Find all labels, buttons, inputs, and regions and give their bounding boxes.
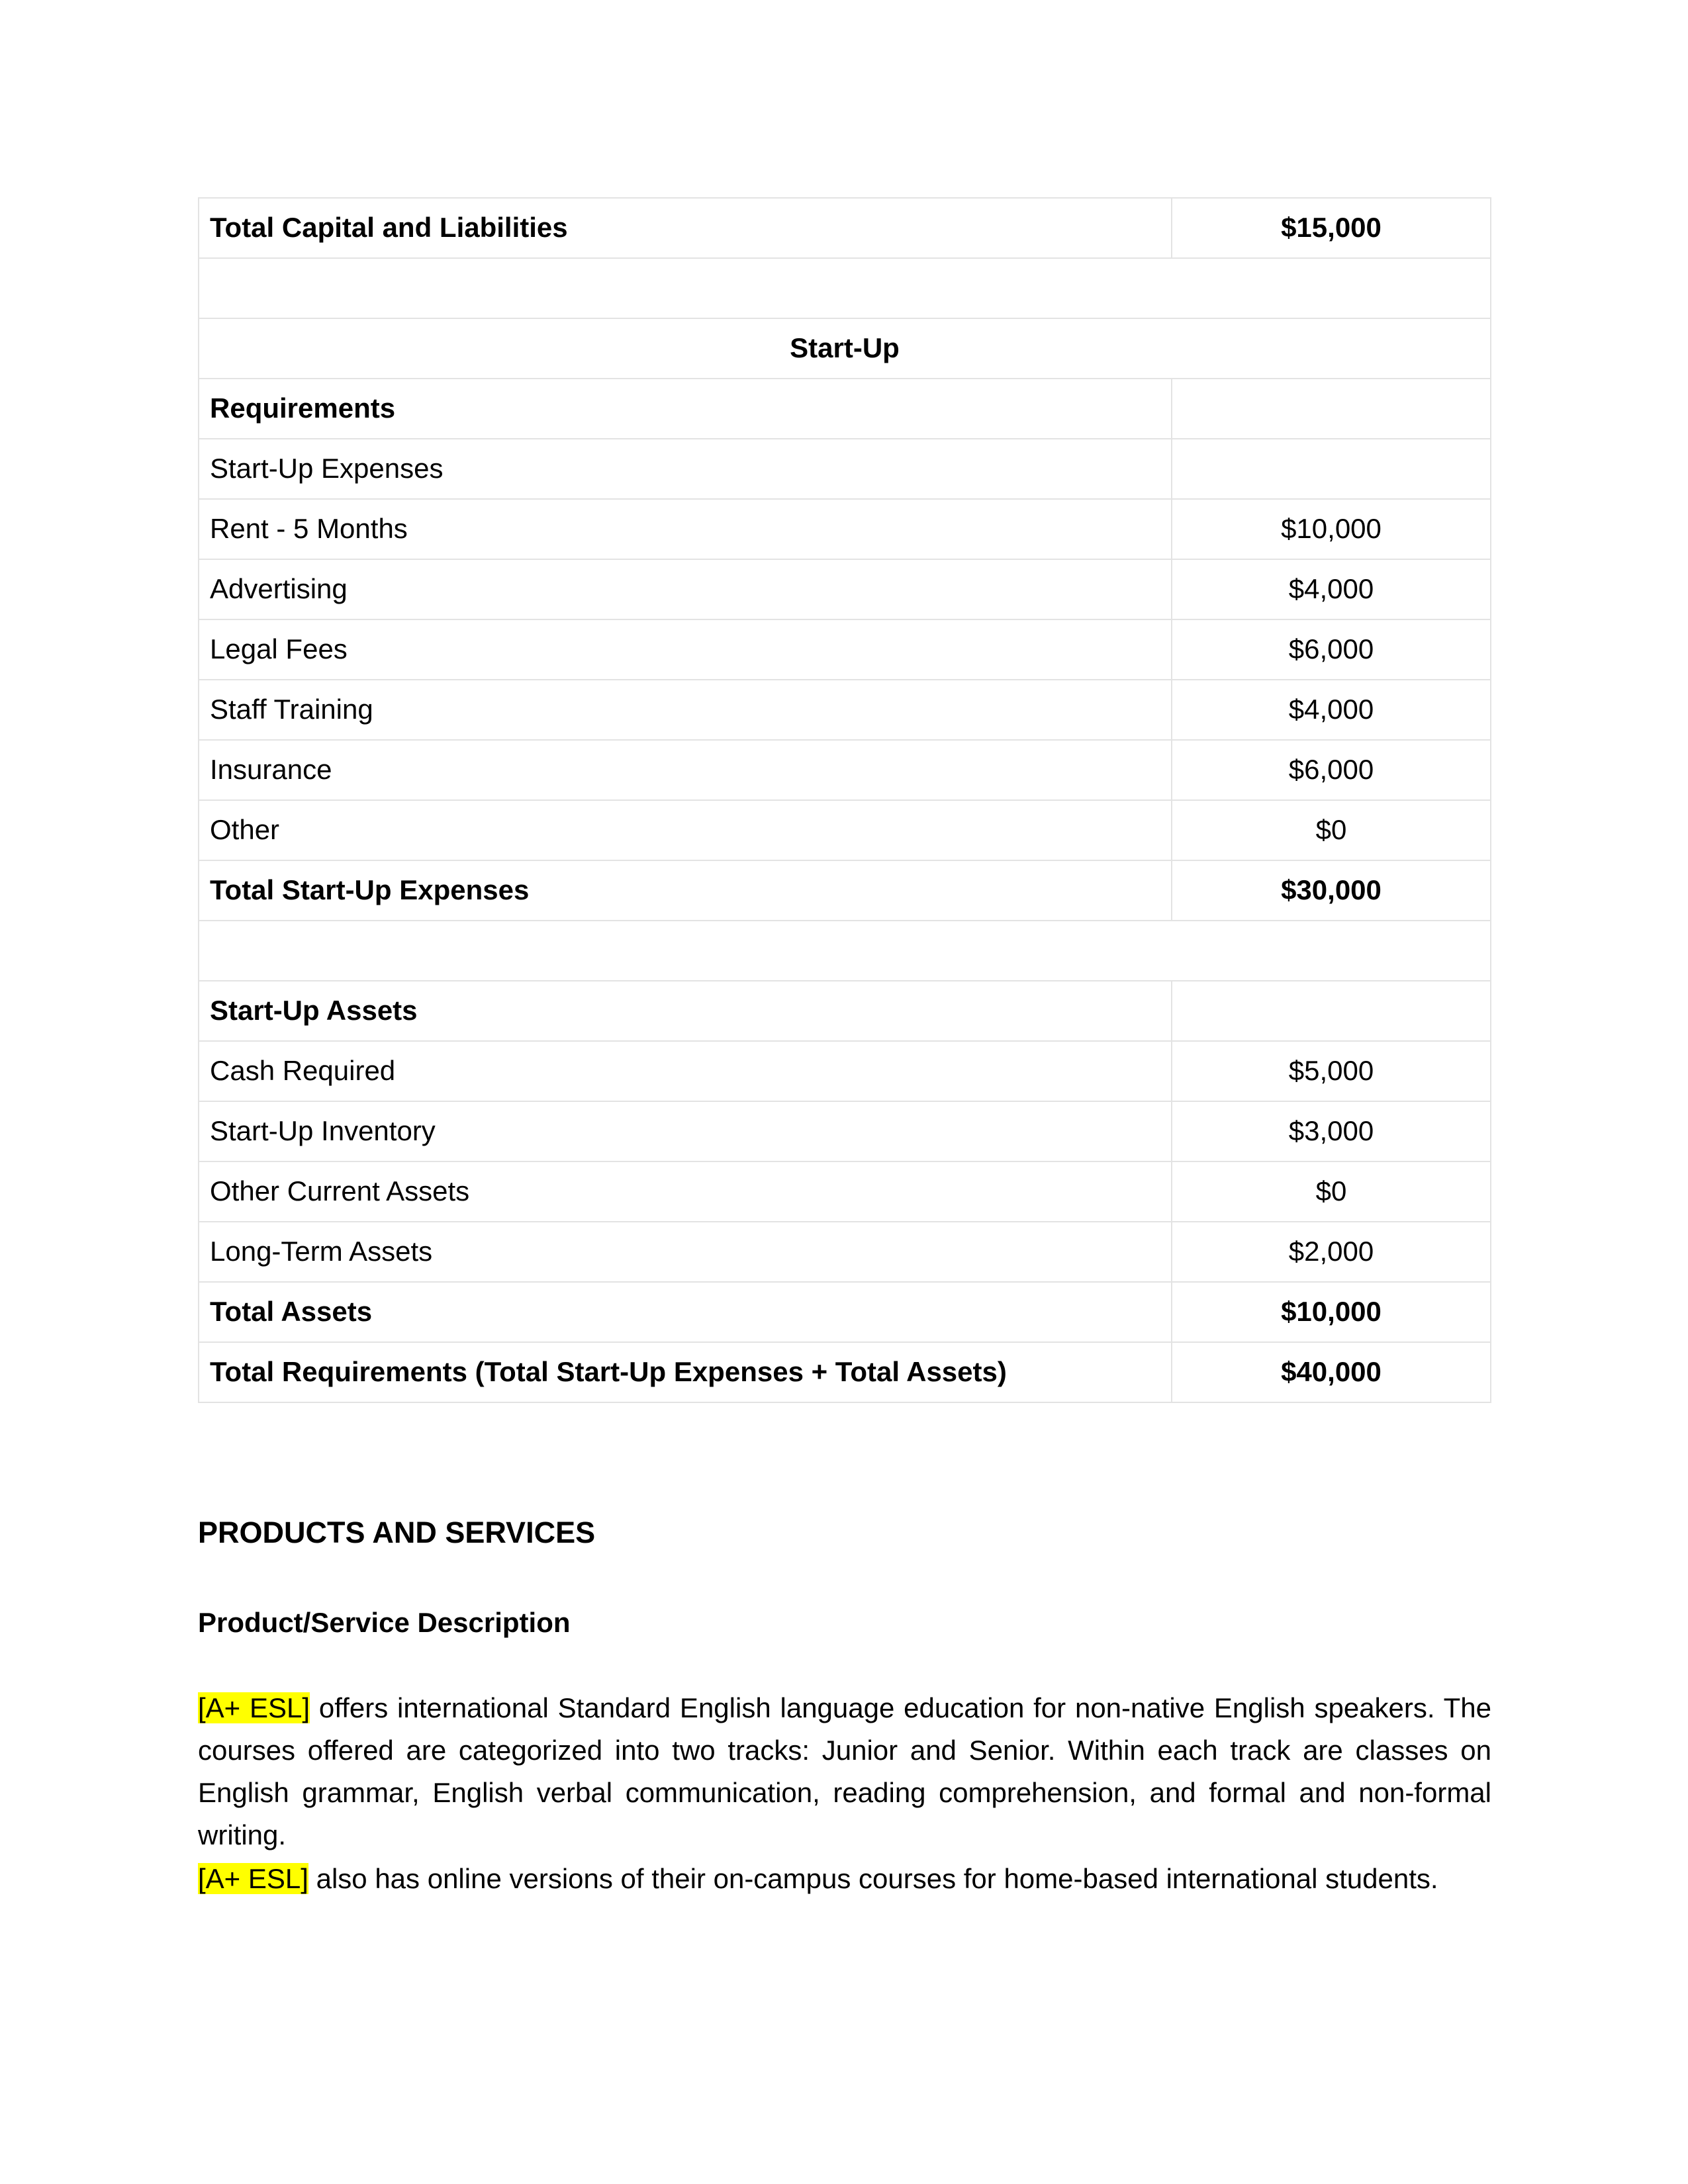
- row-amount: $5,000: [1172, 1041, 1491, 1101]
- empty-cell: [199, 258, 1491, 318]
- row-amount: $4,000: [1172, 559, 1491, 619]
- table-row: [199, 379, 1491, 439]
- row-amount: $3,000: [1172, 1101, 1491, 1161]
- table-row: [199, 800, 1491, 860]
- table-row: [199, 1101, 1491, 1161]
- paragraph-text: offers international Standard English language education for non-native English speakers. The courses offered are categorized into two tracks: Junior and Senior. Within each track are classes on English grammar, English verbal communication, reading comprehension, and formal and non-formal writing.: [198, 1692, 1491, 1850]
- company-name-highlight: [A+ ESL]: [198, 1692, 310, 1723]
- table-row: [199, 740, 1491, 800]
- table-row: [199, 198, 1491, 258]
- row-label: Total Start-Up Expenses: [199, 860, 1172, 921]
- table-row: [199, 680, 1491, 740]
- row-amount: $2,000: [1172, 1222, 1491, 1282]
- row-label: Insurance: [199, 740, 1172, 800]
- row-label: Start-Up Assets: [199, 981, 1172, 1041]
- sub-heading: Product/Service Description: [198, 1607, 571, 1638]
- paragraph-text: also has online versions of their on-campus courses for home-based international students.: [308, 1863, 1438, 1894]
- row-amount: $40,000: [1172, 1342, 1491, 1402]
- row-label: Rent - 5 Months: [199, 499, 1172, 559]
- row-label: Total Requirements (Total Start-Up Expenses + Total Assets): [199, 1342, 1172, 1402]
- table-row: [199, 619, 1491, 680]
- row-amount: $15,000: [1172, 198, 1491, 258]
- row-amount: [1172, 379, 1491, 439]
- row-label: Other Current Assets: [199, 1161, 1172, 1222]
- row-amount: $10,000: [1172, 1282, 1491, 1342]
- row-label: Cash Required: [199, 1041, 1172, 1101]
- row-amount: $6,000: [1172, 740, 1491, 800]
- empty-cell: [199, 921, 1491, 981]
- row-label: Staff Training: [199, 680, 1172, 740]
- row-amount: $0: [1172, 800, 1491, 860]
- row-amount: $10,000: [1172, 499, 1491, 559]
- table-row: [199, 981, 1491, 1041]
- description-paragraph: [198, 1687, 1491, 1856]
- table-row: [199, 258, 1491, 318]
- table-row: [199, 559, 1491, 619]
- row-label: Legal Fees: [199, 619, 1172, 680]
- row-amount: $4,000: [1172, 680, 1491, 740]
- row-amount: [1172, 981, 1491, 1041]
- table-row: [199, 921, 1491, 981]
- table-row: [199, 1161, 1491, 1222]
- row-amount: $0: [1172, 1161, 1491, 1222]
- table-row: [199, 499, 1491, 559]
- company-name-highlight: [A+ ESL]: [198, 1863, 308, 1894]
- table-row: [199, 1222, 1491, 1282]
- row-label: Long-Term Assets: [199, 1222, 1172, 1282]
- table-row: [199, 318, 1491, 379]
- table-row: [199, 1041, 1491, 1101]
- row-label: Other: [199, 800, 1172, 860]
- row-amount: [1172, 439, 1491, 499]
- online-courses-paragraph: [198, 1858, 1491, 1900]
- table-row: [199, 439, 1491, 499]
- row-label: Total Capital and Liabilities: [199, 198, 1172, 258]
- row-label: Total Assets: [199, 1282, 1172, 1342]
- row-label: Start-Up Inventory: [199, 1101, 1172, 1161]
- row-amount: $30,000: [1172, 860, 1491, 921]
- section-heading: PRODUCTS AND SERVICES: [198, 1516, 596, 1549]
- row-label: Start-Up Expenses: [199, 439, 1172, 499]
- table-row: [199, 1282, 1491, 1342]
- table-row: [199, 1342, 1491, 1402]
- row-label: Requirements: [199, 379, 1172, 439]
- table-section-title: Start-Up: [199, 318, 1491, 379]
- row-label: Advertising: [199, 559, 1172, 619]
- table-row: [199, 860, 1491, 921]
- startup-financial-table: [198, 197, 1491, 1403]
- row-amount: $6,000: [1172, 619, 1491, 680]
